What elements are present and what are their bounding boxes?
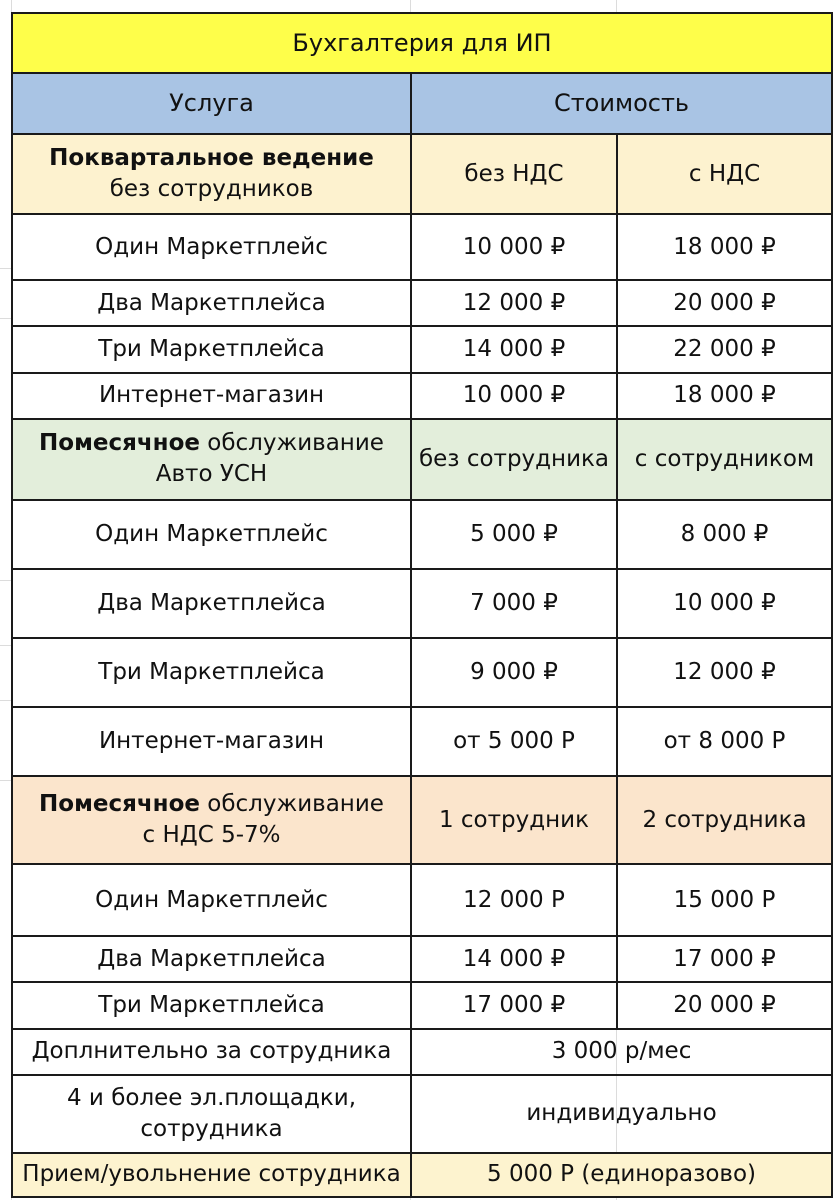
section3-heading-rest: обслуживание [207,791,384,818]
table-title[interactable]: Бухгалтерия для ИП [12,13,832,73]
table-row [12,707,832,776]
row-label[interactable]: Интернет-магазин [12,373,411,419]
row-value-2[interactable]: 18 000 ₽ [617,214,832,280]
row-label[interactable]: Два Маркетплейса [12,569,411,638]
row-value-2[interactable]: 12 000 ₽ [617,638,832,707]
extra-platforms-line2: сотрудника [140,1115,283,1142]
row-label[interactable]: Два Маркетплейса [12,936,411,982]
extra-hiring-label[interactable]: Прием/увольнение сотрудника [12,1153,411,1197]
section3-heading[interactable] [12,776,411,864]
section3-col2[interactable]: 2 сотрудника [617,776,832,864]
row-value-1[interactable]: 5 000 ₽ [411,500,617,569]
row-value-1[interactable]: 17 000 ₽ [411,982,617,1028]
table-row [12,326,832,372]
row-value-2[interactable]: 22 000 ₽ [617,326,832,372]
row-value-2[interactable]: от 8 000 Р [617,707,832,776]
row-value-2[interactable]: 18 000 ₽ [617,373,832,419]
section3-header-row [12,776,832,864]
table-row [12,214,832,280]
row-value-1[interactable]: 10 000 ₽ [411,373,617,419]
row-value-2[interactable]: 20 000 ₽ [617,982,832,1028]
extra-employee-value[interactable]: 3 000 р/мес [411,1029,832,1075]
table-row [12,373,832,419]
row-value-1[interactable]: 12 000 Р [411,864,617,936]
extra-platforms-row [12,1075,832,1153]
section2-heading-line2: Авто УСН [155,461,268,488]
row-value-1[interactable]: 12 000 ₽ [411,280,617,326]
extra-platforms-value[interactable]: индивидуально [411,1075,832,1153]
table-row [12,864,832,936]
table-row [12,638,832,707]
section3-col1[interactable]: 1 сотрудник [411,776,617,864]
section1-header-row [12,134,832,214]
table-row [12,569,832,638]
extra-platforms-label[interactable] [12,1075,411,1153]
table-row [12,500,832,569]
table-row [12,936,832,982]
section2-header-row [12,419,832,500]
section1-col2[interactable]: с НДС [617,134,832,214]
row-value-1[interactable]: 14 000 ₽ [411,936,617,982]
extra-employee-label[interactable]: Доплнительно за сотрудника [12,1029,411,1075]
row-label[interactable]: Три Маркетплейса [12,982,411,1028]
row-value-2[interactable]: 20 000 ₽ [617,280,832,326]
section3-heading-bold: Помесячное [39,791,200,818]
row-value-1[interactable]: 7 000 ₽ [411,569,617,638]
extra-hiring-value[interactable]: 5 000 Р (единоразово) [411,1153,832,1197]
header-service[interactable]: Услуга [12,73,411,134]
section1-heading-bold: Поквартальное ведение [49,145,374,172]
section2-heading[interactable] [12,419,411,500]
row-label[interactable]: Два Маркетплейса [12,280,411,326]
row-label[interactable]: Один Маркетплейс [12,214,411,280]
pricing-table [11,12,833,1198]
section2-col2[interactable]: с сотрудником [617,419,832,500]
row-value-1[interactable]: от 5 000 Р [411,707,617,776]
section2-heading-rest: обслуживание [207,430,384,457]
title-row [12,13,832,73]
section1-heading-rest: без сотрудников [109,176,314,203]
row-value-2[interactable]: 17 000 ₽ [617,936,832,982]
section1-col1[interactable]: без НДС [411,134,617,214]
row-label[interactable]: Один Маркетплейс [12,500,411,569]
row-value-1[interactable]: 14 000 ₽ [411,326,617,372]
row-label[interactable]: Три Маркетплейса [12,638,411,707]
header-cost[interactable]: Стоимость [411,73,832,134]
row-value-2[interactable]: 15 000 Р [617,864,832,936]
extra-platforms-line1: 4 и более эл.площадки, [66,1084,357,1111]
section2-heading-bold: Помесячное [39,430,200,457]
row-label[interactable]: Один Маркетплейс [12,864,411,936]
extra-employee-row [12,1029,832,1075]
section2-col1[interactable]: без сотрудника [411,419,617,500]
row-value-2[interactable]: 10 000 ₽ [617,569,832,638]
row-label[interactable]: Интернет-магазин [12,707,411,776]
extra-hiring-row [12,1153,832,1197]
section1-heading[interactable] [12,134,411,214]
table-row [12,280,832,326]
row-label[interactable]: Три Маркетплейса [12,326,411,372]
section3-heading-line2: с НДС 5-7% [142,822,281,849]
table-row [12,982,832,1028]
row-value-1[interactable]: 9 000 ₽ [411,638,617,707]
header-row [12,73,832,134]
row-value-1[interactable]: 10 000 ₽ [411,214,617,280]
row-value-2[interactable]: 8 000 ₽ [617,500,832,569]
